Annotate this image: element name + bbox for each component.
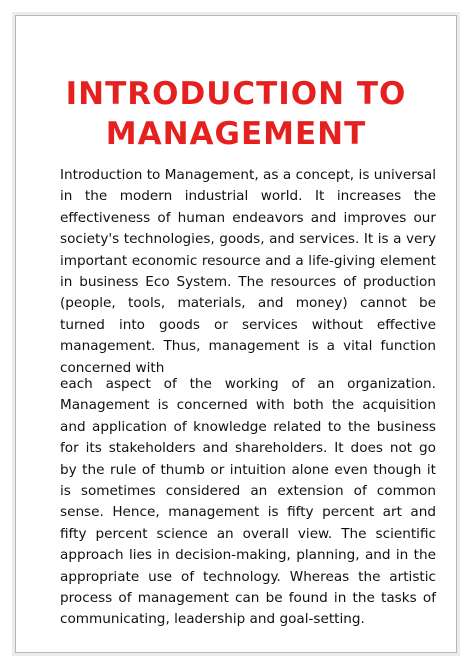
body-paragraph-2: each aspect of the working of an organization. Management is concerned with both the acquisition and application of knowledge related to the business for its stakeholders and shareholders. It does not go by the rule of thumb or intuition alone even though it is sometimes considered an extension of common sense. Hence, management is fifty percent art and fifty percent science an overall view. The scientific approach lies in decision-making, planning, and in the appropriate use of technology. Whereas the artistic process of management can be found in the tasks of communicating, leadership and goal-setting. [60,376,436,628]
body-paragraph-1: Introduction to Management, as a concept, is universal in the modern industrial world. It increases the effectiveness of human endeavors and improves our society's technologies, goods, and services. It is a very important economic resource and a life-giving element in business Eco System. The resources of production (people, tools, materials, and money) cannot be turned into goods or services without effective management. Thus, management is a vital function concerned with [60,167,436,376]
document-page [15,15,457,653]
document-title [16,74,456,154]
title-line-1: INTRODUCTION TO [65,76,407,112]
title-line-2: MANAGEMENT [105,116,367,152]
